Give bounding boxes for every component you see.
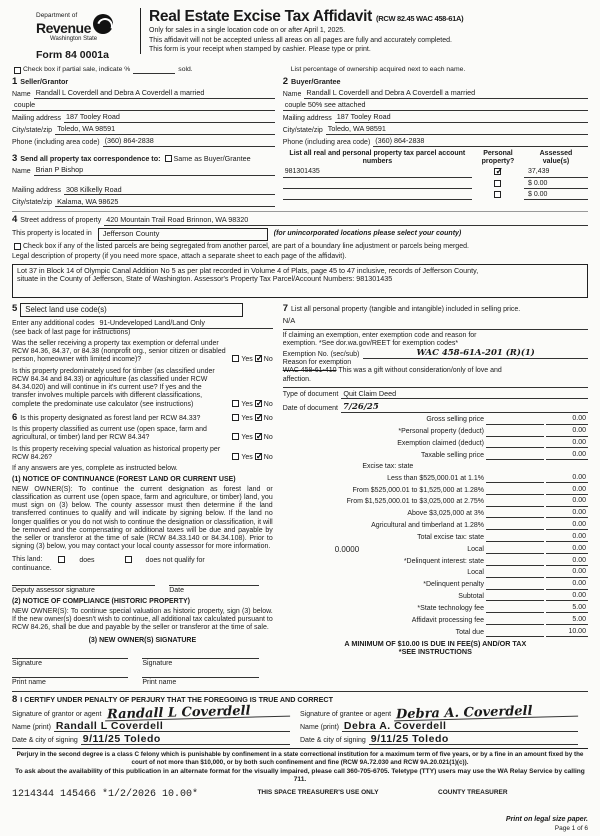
parcel-row [283,191,588,200]
notice2-title: (2) NOTICE OF COMPLIANCE (HISTORIC PROPERTY) [12,598,190,606]
this-land-row [12,556,273,565]
yes-no-group [230,433,272,442]
segregated-row [12,243,588,251]
tax-row [283,604,588,613]
tax-row-label: *Personal property (deduct) [398,428,484,436]
tax-row-value[interactable]: 10.00 [546,628,588,637]
form-header [12,8,588,62]
tax-section-header-label: Excise tax: state [362,462,414,470]
tax-row [283,497,588,506]
legal-description-line1: Lot 37 in Block 14 of Olympic Canal Addition No 5 as per plat recorded in Volume 4 of Plats, page 45 to 47 inclusive, records of Jefferson County, [17,265,479,275]
new-owner-print-row [12,677,273,687]
partial-sale-checkbox[interactable] [14,67,21,74]
signatures-row [12,705,588,745]
section2-title-text: Buyer/Grantee [291,76,341,86]
grantee-sig-label: Signature of grantee or agent [300,711,392,718]
yes-no-group [230,355,272,364]
agency-block [12,8,140,62]
forest-question-text: Is this property designated as forest land per RCW 84.33? [20,414,201,422]
treasurer-stamp: 1214344 145466 *1/2/2026 10.00* [12,788,199,800]
grantor-name-print-input[interactable]: Randall L Coverdell [54,722,290,732]
page-title [149,8,588,26]
partial-sale-suffix: sold. [178,65,193,73]
parcel-number-input[interactable] [283,180,472,189]
grantor-signature-input[interactable]: Randall L Coverdell [104,705,290,721]
grantee-signature-input[interactable]: Debra A. Coverdell [394,705,578,721]
certify-text: I CERTIFY UNDER PENALTY OF PERJURY THAT THE FOREGOING IS TRUE AND CORRECT [20,695,333,705]
county-row [12,228,588,241]
section1-title-text: Seller/Grantor [20,76,69,86]
seller-phone-label: Phone (including area code) [12,138,100,146]
minimum-due-note: A MINIMUM OF $10.00 IS DUE IN FEE(S) AND/OR TAX [344,638,527,648]
title-rcw: (RCW 82.45 WAC 458-61A) [376,14,464,23]
yes-checkbox[interactable] [232,453,239,460]
no-label: No [263,434,273,442]
buyer-city-input[interactable]: Toledo, WA 98591 [326,125,588,134]
buyer-phone-input[interactable]: (360) 864-2838 [373,137,588,146]
does-checkbox[interactable] [58,556,65,563]
excise-tax-state-header [283,463,493,471]
seller-phone-input[interactable]: (360) 864-2838 [103,137,275,146]
section8 [12,691,588,745]
personal-property-checkbox[interactable] [494,191,501,198]
buyer-mailing-label: Mailing address [282,114,332,122]
reason-label: Reason for exemption [282,359,352,367]
section8-number: 8 [12,694,18,706]
legal-description-label: Legal description of property (if you need more space, attach a separate sheet to each page of the affidavit). [12,253,347,261]
signature-label: Signature [142,659,173,667]
yes-label: Yes [241,434,253,442]
parcel-number-input[interactable] [283,191,472,200]
yes-checkbox[interactable] [232,355,239,362]
tax-row-value[interactable]: 0.00 [546,439,588,448]
question-timber [12,368,273,409]
footer [12,748,588,832]
grantor-name-print-label: Name (print) [12,723,51,731]
section2-number: 2 [282,75,289,87]
segregated-label: Check box if any of the listed parcels are being segregated from another parcel, are part of a boundary line adjustment or parcels being merged. [23,243,469,251]
buyer-city-label: City/state/zip [282,126,323,134]
section2-title [283,76,588,87]
parcel-table-header [283,150,588,167]
grantee-name-print-input[interactable]: Debra A. Coverdell [342,722,578,732]
section3-title [12,153,275,164]
does-option [56,556,108,565]
same-as-buyer-checkbox[interactable] [165,155,172,162]
buyer-name-input-line2[interactable]: couple 50% see attached [283,101,588,110]
no-label: No [263,400,273,408]
section3-number: 3 [12,152,18,164]
deputy-signature-row [12,585,273,595]
no-label: No [263,414,273,422]
seller-city-label: City/state/zip [12,126,53,134]
tax-row-value[interactable]: 0.00 [546,415,588,424]
agency-line1: Department of [36,12,78,19]
see-instructions-note: *SEE INSTRUCTIONS [398,647,472,657]
reason-value-line2: affection. [282,375,311,383]
tax-row [283,580,588,589]
correspondence-mailing-input[interactable]: 308 Kilkelly Road [64,186,275,195]
tax-row-label: Less than $525,000.01 at 1.1% [387,474,484,482]
tax-row-leader [486,429,544,437]
owner-signature-line-1[interactable] [12,658,128,668]
grantor-signature-block [12,705,300,745]
perjury-note: Perjury in the second degree is a class C felony which is punishable by confinement in a state correctional institution for a maximum term of five years, or by a fine in an amount fixed by the court of not more than $10,000, or by both such confinement and fine (RCW 9A.72.030 and RCW 9A.20.021(1)(c)). [16,751,584,766]
section3-title-text: Send all property tax correspondence to: [20,153,161,163]
tax-row-value[interactable]: 0.00 [546,580,588,589]
no-checkbox[interactable] [255,414,262,421]
agency-name [36,12,91,36]
section6-number: 6 [12,411,18,423]
question-text: Is this property classified as current use (open space, farm and agricultural, or timber) land per RCW 84.34? [12,426,207,442]
grantor-sig-label: Signature of grantor or agent [12,711,102,718]
tax-row-label: Local [467,569,484,577]
reason-value[interactable] [283,367,588,375]
tax-row-value[interactable]: 0.00 [546,533,588,542]
tax-row-leader [486,522,544,530]
date-label: Date [169,587,185,595]
section4-number: 4 [12,214,18,226]
tax-row-value[interactable]: 0.00 [546,486,588,495]
accessibility-note: To ask about the availability of this publication in an alternate format for the visually impaired, please call 360-705-6705. Teletype (TTY) users may use the WA Relay Service by calling 711. [15,767,585,783]
tax-row [283,439,588,448]
tax-row-value[interactable]: 0.00 [546,497,588,506]
tax-row-value[interactable]: 0.00 [546,521,588,530]
tax-row-value[interactable]: 5.00 [546,616,588,625]
tax-row-local [283,545,588,554]
personal-property-checkbox[interactable] [494,180,501,187]
tax-row-value[interactable]: 0.00 [546,592,588,601]
buyer-column [283,76,588,208]
section5-number: 5 [12,303,18,315]
tax-row-leader [486,593,544,601]
does-not-label: does not qualify for [145,556,205,564]
header-note-1: Only for sales in a single location code on or after April 1, 2025. [149,27,346,35]
new-owner-signature-row [12,658,273,668]
tax-row-value[interactable]: 0.00 [546,557,588,566]
yes-label: Yes [241,414,253,422]
tax-row-label: Gross selling price [426,416,484,424]
correspondence-mailing-label: Mailing address [12,187,62,195]
tax-row-leader [486,629,544,637]
county-treasurer-label: COUNTY TREASURER [438,788,508,796]
tax-row-value[interactable]: 5.00 [546,604,588,613]
owner-print-line-2[interactable] [142,677,258,687]
seller-column [12,76,283,208]
question-text [12,412,230,423]
title-block [140,8,588,54]
tax-row [283,568,588,577]
doc-date-input[interactable]: 7/26/25 [341,402,588,413]
seller-mailing-label: Mailing address [12,114,62,122]
tax-row [283,486,588,495]
no-checkbox[interactable] [255,433,262,440]
yes-checkbox[interactable] [232,414,239,421]
yes-no-group [230,414,272,423]
tax-row-leader [486,605,544,613]
print-note: Print on legal size paper. [505,816,588,824]
notice1-title: (1) NOTICE OF CONTINUANCE (FOREST LAND OR CURRENT USE) [12,476,236,484]
tax-row-leader [486,499,544,507]
ownership-note: List percentage of ownership acquired next to each name. [290,65,466,73]
seller-name-input-line2[interactable]: couple [12,101,275,110]
tax-row [283,509,588,518]
tax-row-value[interactable]: 0.00 [546,427,588,436]
parcel-table [283,150,588,200]
no-label: No [263,356,273,364]
tax-row [283,557,588,566]
yes-label: Yes [241,356,253,364]
notice2-body: NEW OWNER(S): To continue special valuation as historic property, sign (3) below. If the new owner(s) doesn't wish to continue, all additional tax calculated pursuant to RCW 84.26, shall be due and payable by the seller or transferor at the time of sale. [12,607,273,632]
landuse-column [12,303,283,687]
owner-print-line-1[interactable] [12,677,128,687]
revenue-logo-icon [93,14,113,34]
correspondence-city-input[interactable]: Kalama, WA 98625 [55,198,275,207]
parcel-col1-header: List all real and personal property tax parcel account numbers [289,149,466,166]
question-current-use [12,426,273,443]
tax-row-value[interactable]: 0.00 [546,568,588,577]
question-text: Is this property predominately used for timber (as classified under RCW 84.34 and 84.33) or agriculture (as classified under RCW 84.34.020) and will continue in it's current use? If yes and the transfer involves multiple parcels with different classifications, complete the predominate use calculator (see instructions) [12,367,215,408]
street-address-input[interactable]: 420 Mountain Trail Road Brinnon, WA 98320 [104,216,588,225]
assessed-value-input[interactable]: 37,439 [524,168,588,177]
question-historical [12,446,273,463]
tax-row-label: Affidavit processing fee [411,616,484,624]
header-note-3-text: This form is your receipt when stamped by cashier. Please type or print. [149,45,371,53]
tax-row-total [283,628,588,637]
does-not-option [123,556,219,565]
tax-row-leader [486,558,544,566]
no-checkbox[interactable] [255,453,262,460]
located-note: (for unincorporated locations please select your county) [273,229,462,237]
seller-city-input[interactable]: Toledo, WA 98591 [55,125,275,134]
question-text: Was the seller receiving a property tax exemption or deferral under RCW 84.36, 84.37, or 84.38 (nonprofit org., senior citizen or disabled person, homeowner with limited income)? [12,339,226,364]
tax-row-leader [486,417,544,425]
header-note-3 [149,46,588,54]
deputy-assessor-signature-line[interactable] [12,585,155,595]
yes-label: Yes [241,453,253,461]
tax-row-value[interactable]: 0.00 [546,545,588,554]
tax-row-leader [486,534,544,542]
local-rate-value[interactable]: 0.0000 [334,544,360,554]
owner-signature-line-2[interactable] [142,658,258,668]
partial-sale-label: Check box if partial sale, indicate % [23,65,131,73]
located-label: This property is located in [12,229,92,237]
correspondence-city-label: City/state/zip [12,199,53,207]
street-label-text: Street address of property [20,217,102,225]
does-not-checkbox[interactable] [125,556,132,563]
buyer-phone-label: Phone (including area code) [282,138,371,146]
correspondence-name-label: Name [12,167,31,175]
agency-line2: Revenue [36,19,91,36]
yes-no-group [230,400,272,409]
tax-row-label: Above $3,025,000 at 3% [407,510,484,518]
seller-mailing-input[interactable]: 187 Tooley Road [64,113,275,122]
tax-row-leader [486,475,544,483]
additional-codes-label: Enter any additional codes [12,320,95,328]
partial-sale-percent-input[interactable] [133,73,175,74]
section1-number: 1 [12,75,18,87]
print-name-label: Print name [12,678,46,686]
page-number: Page 1 of 6 [554,824,588,832]
yes-label: Yes [241,400,253,408]
parcel-row [283,180,588,189]
exemption-number-input[interactable]: WAC 458-61A-201 (R)(1) [363,348,588,359]
partial-sale-row [12,66,588,74]
tax-row-leader [486,510,544,518]
tax-row-value[interactable]: 0.00 [546,451,588,460]
parcel-row [283,168,588,177]
county-select[interactable]: Jefferson County [98,228,268,241]
tax-row-label: Taxable selling price [420,451,484,459]
tax-row-leader [486,452,544,460]
assessed-value-input[interactable]: $ 0.00 [524,191,588,200]
reason-struck-text: WAC 458-61-410 [282,367,337,375]
tax-row [283,474,588,483]
parties-columns [12,76,588,208]
correspondence-name-input[interactable]: Brian P Bishop [34,166,275,175]
tax-row [283,427,588,436]
additional-codes-note: (see back of last page for instructions) [12,328,131,336]
grantor-date-city-label: Date & city of signing [12,736,78,744]
yes-no-group [230,453,272,462]
tax-row-label: Subtotal [458,593,484,601]
grantee-date-city-input[interactable]: 9/11/25 Toledo [369,735,578,745]
buyer-name-input[interactable]: Randall L Coverdell and Debra A Coverdell a married [304,89,588,98]
parcel-col3-header: Assessed value(s) [539,149,573,166]
personal-property-input[interactable]: N/A [282,315,296,325]
tax-row-leader [486,617,544,625]
tax-row-label: Exemption claimed (deduct) [397,440,484,448]
tax-row-label: *Delinquent interest: state [403,557,484,565]
parcel-number-input[interactable]: 981301435 [283,168,472,177]
divider [283,329,588,330]
tax-row-label: From $525,000.01 to $1,525,000 at 1.28% [352,486,484,494]
tax-row-label: From $1,525,000.01 to $3,025,000 at 2.75% [346,498,484,506]
legal-description-line2: situate in the County of Jefferson, State of Washington. Assessor's Property Tax Parcel/Account Numbers: 981301435 [17,274,393,283]
tax-row [283,521,588,530]
yes-checkbox[interactable] [232,400,239,407]
tax-row [283,616,588,625]
form-number: Form 84 0001a [36,49,109,62]
assessed-value-input[interactable]: $ 0.00 [524,180,588,189]
deputy-date-line[interactable] [169,585,259,595]
exemption-note-2: exemption. *See dor.wa.gov/REET for exemption codes* [282,339,459,347]
grantee-name-print-label: Name (print) [300,723,339,731]
tax-row-leader [486,570,544,578]
exemption-number-label: Exemption No. (sec/sub) [282,350,360,358]
same-as-buyer-label: Same as Buyer/Grantee [173,153,251,163]
tax-row-leader [486,440,544,448]
tax-row-label: Local [467,545,484,553]
middle-columns [12,303,588,687]
deputy-assessor-label: Deputy assessor signature [12,587,95,595]
section4-street-label [12,214,101,225]
segregated-checkbox[interactable] [14,243,21,250]
no-checkbox[interactable] [255,400,262,407]
tax-row [283,592,588,601]
agency-line3: Washington State [50,36,98,43]
grantor-date-city-input[interactable]: 9/11/25 Toledo [81,735,290,745]
seller-name-input[interactable]: Randall L Coverdell and Debra A Coverdell a married [34,89,275,98]
section1-title [12,76,275,87]
land-use-code-select[interactable]: Select land use code(s) [20,303,242,316]
tax-row-leader [486,546,544,554]
notice1-body: NEW OWNER(S): To continue the current designation as forest land or classification as current use (open space, farm and agriculture, or timber) land, you must sign on (3) below. The county assessor must then determine if the land transferred continues to qualify and will indicate by signing below. If the land no longer qualifies or you do not wish to continue the designation or classification, it will be removed and the compensating or additional taxes will be due and payable by the seller or transferor at the time of sale (RCW 84.33.140 or 84.34.108). Prior to signing (3) below, you may contact your local county assessor for more information. [12,485,273,551]
does-label: does [79,556,95,564]
buyer-mailing-input[interactable]: 187 Tooley Road [335,113,588,122]
seller-name-label: Name [12,90,31,98]
tax-row [283,533,588,542]
section7-label [283,303,588,314]
tax-row-label: *State technology fee [417,604,484,612]
signature-label: Signature [12,659,42,667]
continuance-label: continuance. [12,564,52,572]
tax-row-leader [486,487,544,495]
grantee-date-city-label: Date & city of signing [300,736,366,744]
treasurer-space-label: THIS SPACE TREASURER'S USE ONLY [257,788,379,796]
question-forest [12,412,273,423]
exemption-number-row [283,348,588,359]
tax-row-value[interactable]: 0.00 [546,509,588,518]
tax-row-label: Total excise tax: state [417,533,484,541]
notice3-title: (3) NEW OWNER(S) SIGNATURE [88,637,197,645]
tax-row [283,451,588,460]
divider [283,387,588,388]
tax-row-leader [486,582,544,590]
if-yes-note: If any answers are yes, complete as instructed below. [12,465,178,473]
no-label: No [263,453,273,461]
question-text: Is this property receiving special valuation as historical property per RCW 84.26? [12,445,221,461]
header-note-2: This affidavit will not be accepted unless all areas on all pages are fully and accurately completed. [149,36,452,44]
tax-row [283,415,588,424]
exemption-note-1: If claiming an exemption, enter exemption code and reason for [282,331,477,339]
reason-text: This was a gift without consideration/only of love and [338,367,502,375]
question-seller-exemption [12,340,273,365]
grantee-signature-block [300,705,588,745]
tax-row-label: *Delinquent penalty [423,581,484,589]
section7-label-text: List all personal property (tangible and intangible) included in selling price. [291,306,521,314]
personal-property-checkbox[interactable] [494,168,501,175]
doc-type-input[interactable]: Quit Claim Deed [341,390,588,399]
section4 [12,211,588,298]
doc-type-label: Type of document [282,391,339,399]
section7-number: 7 [282,303,289,315]
doc-date-label: Date of document [282,404,338,412]
tax-row-label: Agricultural and timberland at 1.28% [371,522,484,530]
title-text: Real Estate Excise Tax Affidavit [149,8,372,25]
buyer-name-label: Name [282,90,302,98]
legal-description-input[interactable] [12,264,588,299]
treasurer-row [12,789,588,801]
yes-checkbox[interactable] [232,433,239,440]
tax-column [283,303,588,687]
no-checkbox[interactable] [255,355,262,362]
parcel-col2-header: Personal property? [481,149,515,166]
print-name-label: Print name [142,678,177,686]
this-land-label: This land: [12,555,43,563]
additional-codes-input[interactable]: 91-Undeveloped Land/Land Only [98,319,273,328]
tax-row-value[interactable]: 0.00 [546,474,588,483]
tax-row-label: Total due [455,628,484,636]
